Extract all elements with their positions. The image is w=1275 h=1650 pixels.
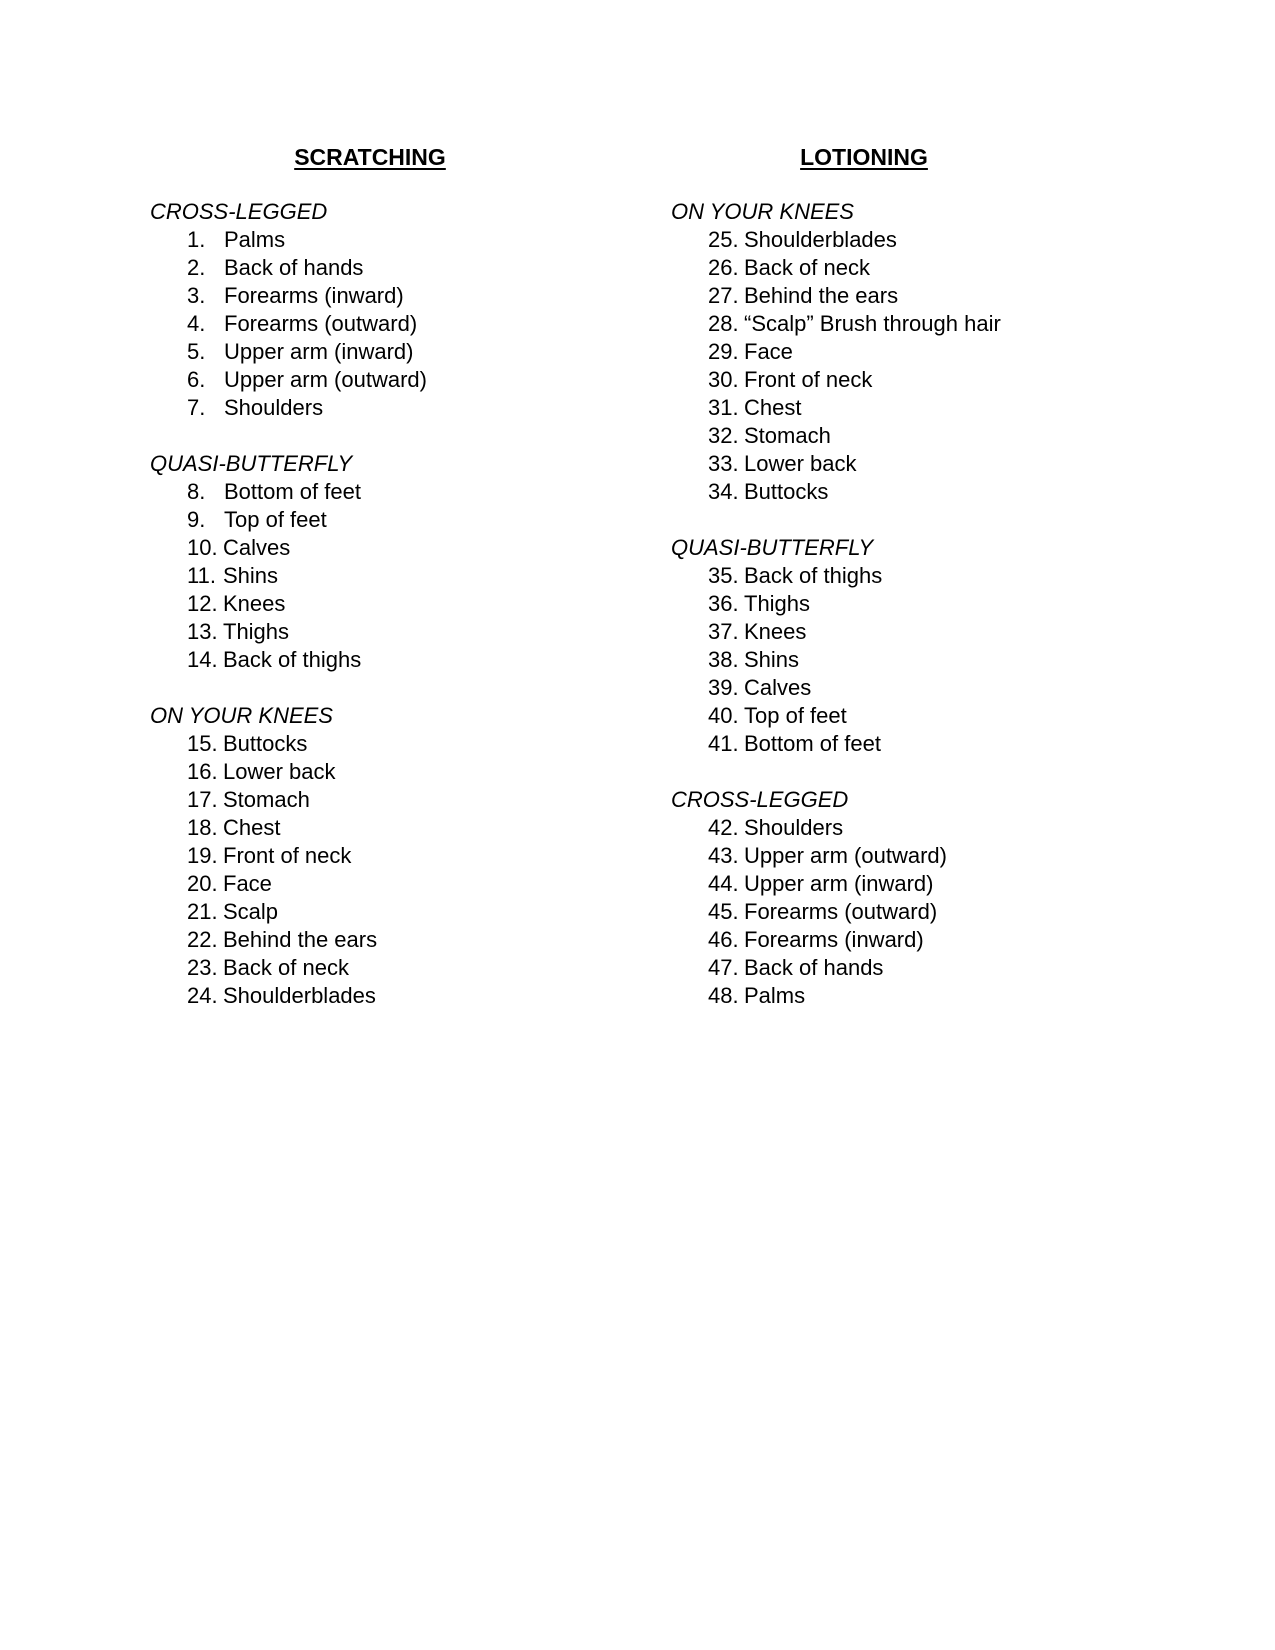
list-item: [708, 674, 1191, 702]
item-text: Calves: [223, 535, 291, 560]
list-item: [708, 870, 1191, 898]
list-item: [708, 450, 1191, 478]
item-number: 6.: [187, 367, 206, 392]
item-list: [150, 226, 670, 422]
item-text: Behind the ears: [223, 927, 378, 952]
item-text: Scalp: [223, 899, 279, 924]
item-text: Upper arm (inward): [224, 339, 414, 364]
list-item: [708, 562, 1191, 590]
list-item: [187, 310, 670, 338]
item-text: Back of thighs: [223, 647, 362, 672]
list-item: [187, 254, 670, 282]
item-text: Shoulderblades: [744, 227, 897, 252]
item-text: Bottom of feet: [224, 479, 361, 504]
item-number: 18.: [187, 815, 218, 840]
item-text: Forearms (outward): [224, 311, 418, 336]
item-text: Shins: [744, 647, 800, 672]
item-number: 2.: [187, 255, 206, 280]
section-quasi-butterfly: [671, 534, 1191, 758]
item-text: Forearms (inward): [744, 927, 924, 952]
item-text: Palms: [224, 227, 286, 252]
item-number: 39.: [708, 675, 739, 700]
item-number: 12.: [187, 591, 218, 616]
list-item: [187, 338, 670, 366]
item-number: 35.: [708, 563, 739, 588]
item-number: 30.: [708, 367, 739, 392]
list-item: [708, 730, 1191, 758]
list-item: [708, 310, 1191, 338]
list-item: [187, 786, 670, 814]
item-number: 8.: [187, 479, 206, 504]
item-text: Upper arm (outward): [224, 367, 427, 392]
item-text: Buttocks: [223, 731, 308, 756]
item-text: Lower back: [223, 759, 336, 784]
list-item: [708, 422, 1191, 450]
item-list: [671, 562, 1191, 758]
item-text: Palms: [744, 983, 806, 1008]
item-number: 46.: [708, 927, 739, 952]
list-item: [708, 898, 1191, 926]
item-text: Knees: [223, 591, 286, 616]
item-text: Knees: [744, 619, 807, 644]
item-number: 29.: [708, 339, 739, 364]
item-number: 19.: [187, 843, 218, 868]
item-number: 44.: [708, 871, 739, 896]
list-item: [187, 506, 670, 534]
item-number: 36.: [708, 591, 739, 616]
section-title: QUASI-BUTTERFLY: [150, 451, 353, 476]
item-number: 9.: [187, 507, 206, 532]
list-item: [708, 982, 1191, 1010]
item-number: 15.: [187, 731, 218, 756]
column-heading: LOTIONING: [800, 144, 928, 170]
list-item: [187, 282, 670, 310]
item-number: 13.: [187, 619, 218, 644]
item-text: Front of neck: [223, 843, 352, 868]
list-item: [187, 394, 670, 422]
item-number: 7.: [187, 395, 206, 420]
item-number: 37.: [708, 619, 739, 644]
list-item: [187, 898, 670, 926]
item-text: Upper arm (inward): [744, 871, 934, 896]
section-title: CROSS-LEGGED: [150, 199, 328, 224]
item-number: 14.: [187, 647, 218, 672]
list-item: [708, 478, 1191, 506]
list-item: [187, 758, 670, 786]
section-on-your-knees: [671, 198, 1191, 506]
list-item: [187, 954, 670, 982]
section-title: CROSS-LEGGED: [671, 787, 849, 812]
list-item: [187, 590, 670, 618]
item-number: 32.: [708, 423, 739, 448]
item-list: [671, 226, 1191, 506]
list-item: [708, 282, 1191, 310]
lotioning-column: [671, 144, 1191, 1038]
item-text: Back of neck: [744, 255, 870, 280]
column-heading: SCRATCHING: [294, 144, 446, 170]
item-text: Stomach: [744, 423, 831, 448]
item-number: 11.: [187, 563, 216, 588]
list-item: [187, 842, 670, 870]
item-text: Calves: [744, 675, 812, 700]
list-item: [708, 226, 1191, 254]
item-number: 33.: [708, 451, 739, 476]
item-text: Back of hands: [224, 255, 364, 280]
list-item: [187, 366, 670, 394]
item-number: 5.: [187, 339, 206, 364]
item-text: Top of feet: [224, 507, 327, 532]
item-text: Chest: [223, 815, 281, 840]
list-item: [187, 870, 670, 898]
item-number: 31.: [708, 395, 739, 420]
item-text: Forearms (outward): [744, 899, 938, 924]
item-text: Bottom of feet: [744, 731, 881, 756]
item-text: Upper arm (outward): [744, 843, 947, 868]
section-title: QUASI-BUTTERFLY: [671, 535, 874, 560]
section-on-your-knees: [150, 702, 670, 1010]
item-number: 43.: [708, 843, 739, 868]
item-text: Forearms (inward): [224, 283, 404, 308]
section-cross-legged: [671, 786, 1191, 1010]
item-text: Shoulderblades: [223, 983, 376, 1008]
item-text: Shins: [223, 563, 279, 588]
list-item: [708, 646, 1191, 674]
list-item: [708, 394, 1191, 422]
item-text: “Scalp” Brush through hair: [744, 311, 1001, 336]
item-text: Lower back: [744, 451, 857, 476]
item-number: 47.: [708, 955, 739, 980]
list-item: [708, 842, 1191, 870]
item-number: 25.: [708, 227, 739, 252]
item-text: Top of feet: [744, 703, 847, 728]
list-item: [708, 814, 1191, 842]
list-item: [708, 254, 1191, 282]
list-item: [708, 926, 1191, 954]
list-item: [187, 730, 670, 758]
item-number: 17.: [187, 787, 218, 812]
item-number: 27.: [708, 283, 739, 308]
item-number: 1.: [187, 227, 206, 252]
section-quasi-butterfly: [150, 450, 670, 674]
item-text: Chest: [744, 395, 802, 420]
item-text: Shoulders: [744, 815, 844, 840]
list-item: [187, 646, 670, 674]
item-number: 48.: [708, 983, 739, 1008]
item-text: Thighs: [223, 619, 290, 644]
item-list: [150, 730, 670, 1010]
item-number: 42.: [708, 815, 739, 840]
list-item: [708, 618, 1191, 646]
item-list: [671, 814, 1191, 1010]
list-item: [187, 814, 670, 842]
list-item: [187, 534, 670, 562]
item-number: 45.: [708, 899, 739, 924]
list-item: [187, 562, 670, 590]
item-text: Thighs: [744, 591, 811, 616]
item-text: Stomach: [223, 787, 310, 812]
item-number: 23.: [187, 955, 218, 980]
list-item: [187, 226, 670, 254]
item-number: 40.: [708, 703, 739, 728]
item-text: Shoulders: [224, 395, 324, 420]
item-number: 21.: [187, 899, 218, 924]
section-title: ON YOUR KNEES: [150, 703, 333, 728]
list-item: [187, 618, 670, 646]
item-number: 24.: [187, 983, 218, 1008]
item-number: 26.: [708, 255, 739, 280]
item-number: 4.: [187, 311, 206, 336]
scratching-column: [150, 144, 670, 1038]
list-item: [187, 982, 670, 1010]
list-item: [187, 478, 670, 506]
item-number: 16.: [187, 759, 218, 784]
item-number: 34.: [708, 479, 739, 504]
section-cross-legged: [150, 198, 670, 422]
item-number: 41.: [708, 731, 739, 756]
list-item: [708, 366, 1191, 394]
item-number: 20.: [187, 871, 218, 896]
list-item: [708, 590, 1191, 618]
item-text: Behind the ears: [744, 283, 899, 308]
section-title: ON YOUR KNEES: [671, 199, 854, 224]
item-number: 28.: [708, 311, 739, 336]
item-text: Face: [223, 871, 272, 896]
item-number: 10.: [187, 535, 218, 560]
item-text: Back of hands: [744, 955, 884, 980]
list-item: [187, 926, 670, 954]
item-number: 38.: [708, 647, 739, 672]
list-item: [708, 702, 1191, 730]
item-number: 22.: [187, 927, 218, 952]
item-list: [150, 478, 670, 674]
list-item: [708, 338, 1191, 366]
item-text: Buttocks: [744, 479, 829, 504]
item-number: 3.: [187, 283, 206, 308]
item-text: Face: [744, 339, 793, 364]
item-text: Back of thighs: [744, 563, 883, 588]
item-text: Back of neck: [223, 955, 349, 980]
list-item: [708, 954, 1191, 982]
item-text: Front of neck: [744, 367, 873, 392]
